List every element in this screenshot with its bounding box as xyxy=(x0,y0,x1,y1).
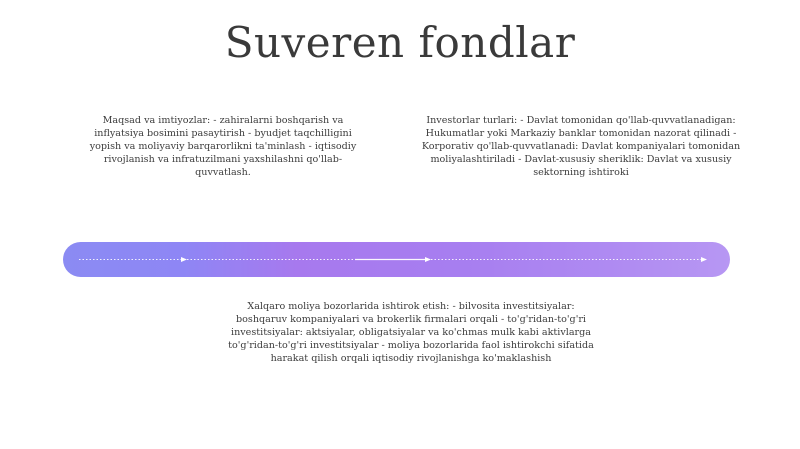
purpose-text-block: Maqsad va imtiyozlar: - zahiralarni boshqarish va inflyatsiya bosimini pasaytirish - byudjet taqchilligini yopish va moliyaviy barqarorlikni ta'minlash - iqtisodiy rivojlanish va infratuzilmani yaxshilashni qo'llab-quvvatlash. xyxy=(89,115,357,178)
timeline-arrowhead-3 xyxy=(701,257,707,262)
slide-title: Suveren fondlar xyxy=(224,18,576,67)
timeline-bar xyxy=(63,242,730,277)
market-participation-text-block: Xalqaro moliya bozorlarida ishtirok etish: - bilvosita investitsiyalar: boshqaruv kompaniyalari va brokerlik firmalari orqali - to'g'ridan-to'g'ri investitsiyalar: aktsiyalar, obligatsiyalar va ko'chmas mulk kabi aktivlarga to'g'ridan-to'g'ri investitsiyalar - moliya bozorlarida faol ishtirokchi sifatida harakat qilish orqali iqtisodiy rivojlanishga ko'maklashish xyxy=(228,301,594,364)
timeline-arrowhead-2 xyxy=(425,257,431,262)
timeline-arrows xyxy=(63,242,730,277)
investor-types-text-block: Investorlar turlari: - Davlat tomonidan qo'llab-quvvatlanadigan: Hukumatlar yoki Markaziy banklar tomonidan nazorat qilinadi - Korporativ qo'llab-quvvatlanadi: Davlat kompaniyalari tomonidan moliyalashtiriladi - Davlat-xususiy sheriklik: Davlat va xususiy sektorning ishtiroki xyxy=(421,115,741,178)
timeline-arrowhead-1 xyxy=(181,257,187,262)
